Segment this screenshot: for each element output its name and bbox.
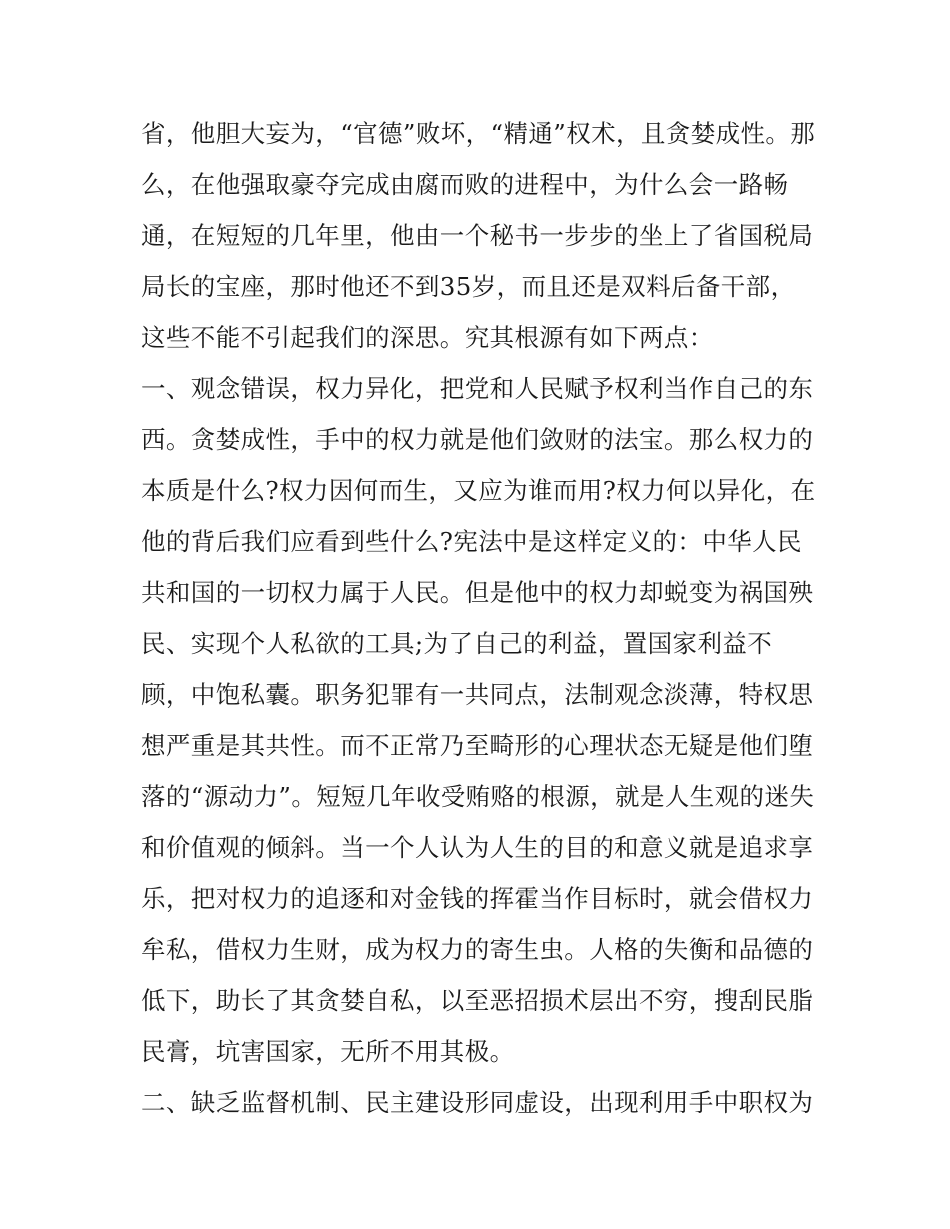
text-line: 西。贪婪成性，手中的权力就是他们敛财的法宝。那么权力的 — [141, 425, 814, 454]
text-line: 民膏，坑害国家，无所不用其极。 — [141, 1037, 515, 1066]
text-line: 和价值观的倾斜。当一个人认为人生的目的和意义就是追求享 — [141, 833, 814, 862]
text-line: 低下，助长了其贪婪自私，以至恶招损术层出不穷，搜刮民脂 — [141, 986, 814, 1015]
text-line: 想严重是其共性。而不正常乃至畸形的心理状态无疑是他们堕 — [141, 731, 814, 760]
text-line: 二、缺乏监督机制、民主建设形同虚设，出现利用手中职权为 — [141, 1088, 814, 1117]
text-line: 顾，中饱私囊。职务犯罪有一共同点，法制观念淡薄，特权思 — [141, 680, 814, 709]
text-line: 共和国的一切权力属于人民。但是他中的权力却蜕变为祸国殃 — [141, 578, 814, 607]
text-line: 省，他胆大妄为，“官德”败坏，“精通”权术，且贪婪成性。那 — [141, 119, 816, 148]
text-line: 乐，把对权力的追逐和对金钱的挥霍当作目标时，就会借权力 — [141, 884, 814, 913]
text-line: 这些不能不引起我们的深思。究其根源有如下两点： — [141, 323, 714, 352]
text-line: 他的背后我们应看到些什么?宪法中是这样定义的：中华人民 — [141, 527, 802, 556]
text-line: 落的“源动力”。短短几年收受贿赂的根源，就是人生观的迷失 — [141, 782, 815, 811]
text-line: 民、实现个人私欲的工具;为了自己的利益，置国家利益不 — [141, 629, 773, 658]
text-line: 一、观念错误，权力异化，把党和人民赋予权利当作自己的东 — [141, 374, 814, 403]
body-text — [141, 108, 821, 1128]
text-line: 本质是什么?权力因何而生，又应为谁而用?权力何以异化，在 — [141, 476, 816, 505]
text-line: 么，在他强取豪夺完成由腐而败的进程中，为什么会一路畅 — [141, 170, 789, 199]
text-line: 局长的宝座，那时他还不到35岁，而且还是双料后备干部， — [141, 272, 796, 301]
text-line: 通，在短短的几年里，他由一个秘书一步步的坐上了省国税局 — [141, 221, 814, 250]
text-line: 牟私，借权力生财，成为权力的寄生虫。人格的失衡和品德的 — [141, 935, 814, 964]
